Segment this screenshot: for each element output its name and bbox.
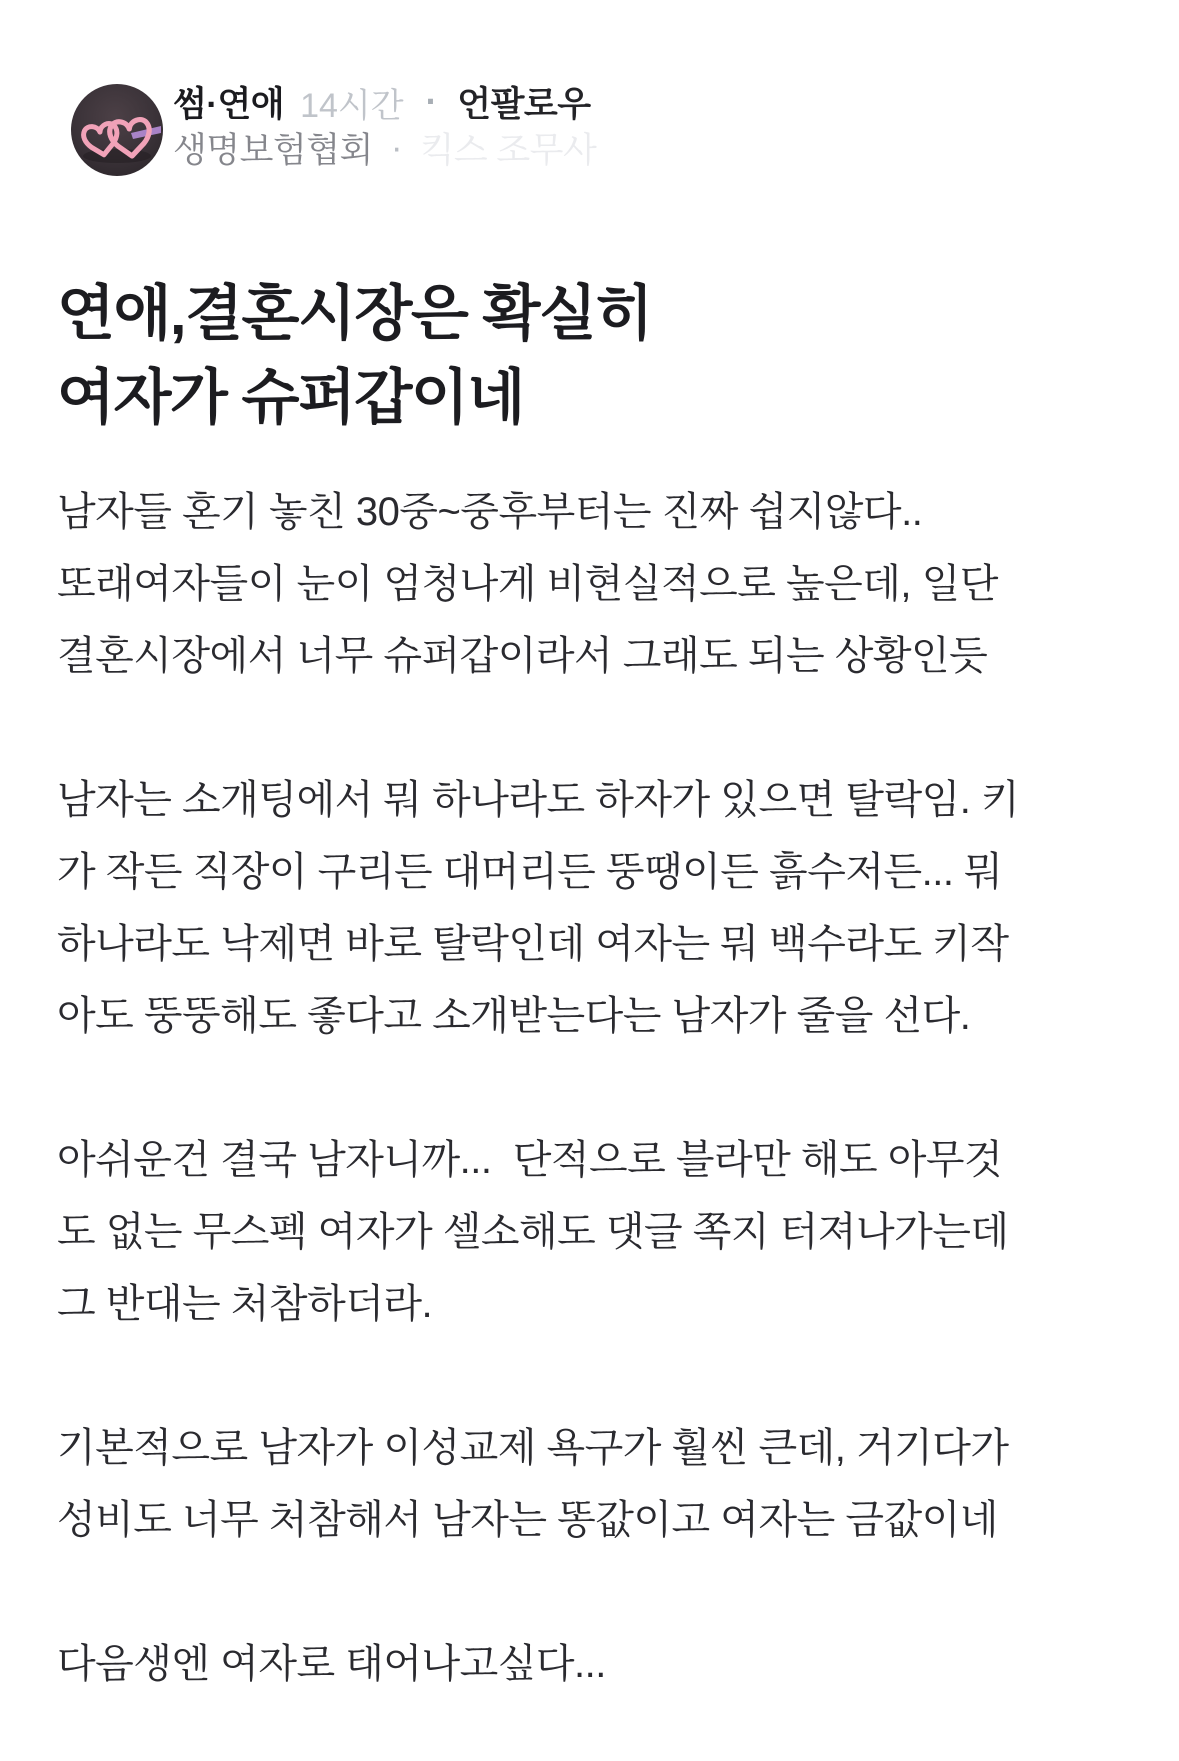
- paragraph: [57, 764, 1137, 1052]
- post-title-line: 연애,결혼시장은 확실히: [57, 280, 652, 347]
- body-line: 남자는 소개팅에서 뭐 하나라도 하자가 있으면 탈락임. 키: [57, 778, 1020, 822]
- company-row: [173, 125, 596, 171]
- body-line: 기본적으로 남자가 이성교제 욕구가 훨씬 큰데, 거기다가: [57, 1426, 1009, 1470]
- author-name[interactable]: 썸·연애: [173, 85, 285, 124]
- post-timestamp: 14시간: [300, 86, 404, 125]
- separator-dot: ·: [425, 82, 438, 121]
- body-line: 또래여자들이 눈이 엄청나게 비현실적으로 높은데, 일단: [57, 562, 998, 606]
- post-title-line: 여자가 슈퍼갑이네: [57, 364, 524, 431]
- separator-dot: ·: [390, 128, 403, 167]
- body-line: 그 반대는 처참하더라.: [57, 1282, 433, 1326]
- author-detail-faded: 킥스 조무사: [420, 131, 597, 170]
- paragraph: [57, 1124, 1137, 1340]
- avatar[interactable]: [71, 84, 163, 176]
- post-title: [57, 272, 1122, 440]
- body-line: 가 작든 직장이 구리든 대머리든 뚱땡이든 흙수저든... 뭐: [57, 850, 1003, 894]
- author-row: [173, 79, 596, 125]
- body-line: 하나라도 낙제면 바로 탈락인데 여자는 뭐 백수라도 키작: [57, 922, 1009, 966]
- paragraph: [57, 1628, 1137, 1700]
- post-header: [173, 79, 596, 171]
- body-line: 결혼시장에서 너무 슈퍼갑이라서 그래도 되는 상황인듯: [57, 634, 988, 678]
- post-body: [57, 476, 1137, 1700]
- heart-glasses-icon: [71, 84, 163, 176]
- body-line: 다음생엔 여자로 태어나고싶다...: [57, 1642, 606, 1686]
- body-line: 아쉬운건 결국 남자니까... 단적으로 블라만 해도 아무것: [57, 1138, 1003, 1182]
- body-line: 남자들 혼기 놓친 30중~중후부터는 진짜 쉽지않다..: [57, 490, 923, 534]
- paragraph: [57, 1412, 1137, 1556]
- company-name: 생명보험협회: [173, 131, 373, 170]
- body-line: 아도 뚱뚱해도 좋다고 소개받는다는 남자가 줄을 선다.: [57, 994, 971, 1038]
- unfollow-button[interactable]: 언팔로우: [457, 77, 590, 127]
- paragraph: [57, 476, 1137, 692]
- body-line: 도 없는 무스펙 여자가 셀소해도 댓글 쪽지 터져나가는데: [57, 1210, 1009, 1254]
- body-line: 성비도 너무 처참해서 남자는 똥값이고 여자는 금값이네: [57, 1498, 998, 1542]
